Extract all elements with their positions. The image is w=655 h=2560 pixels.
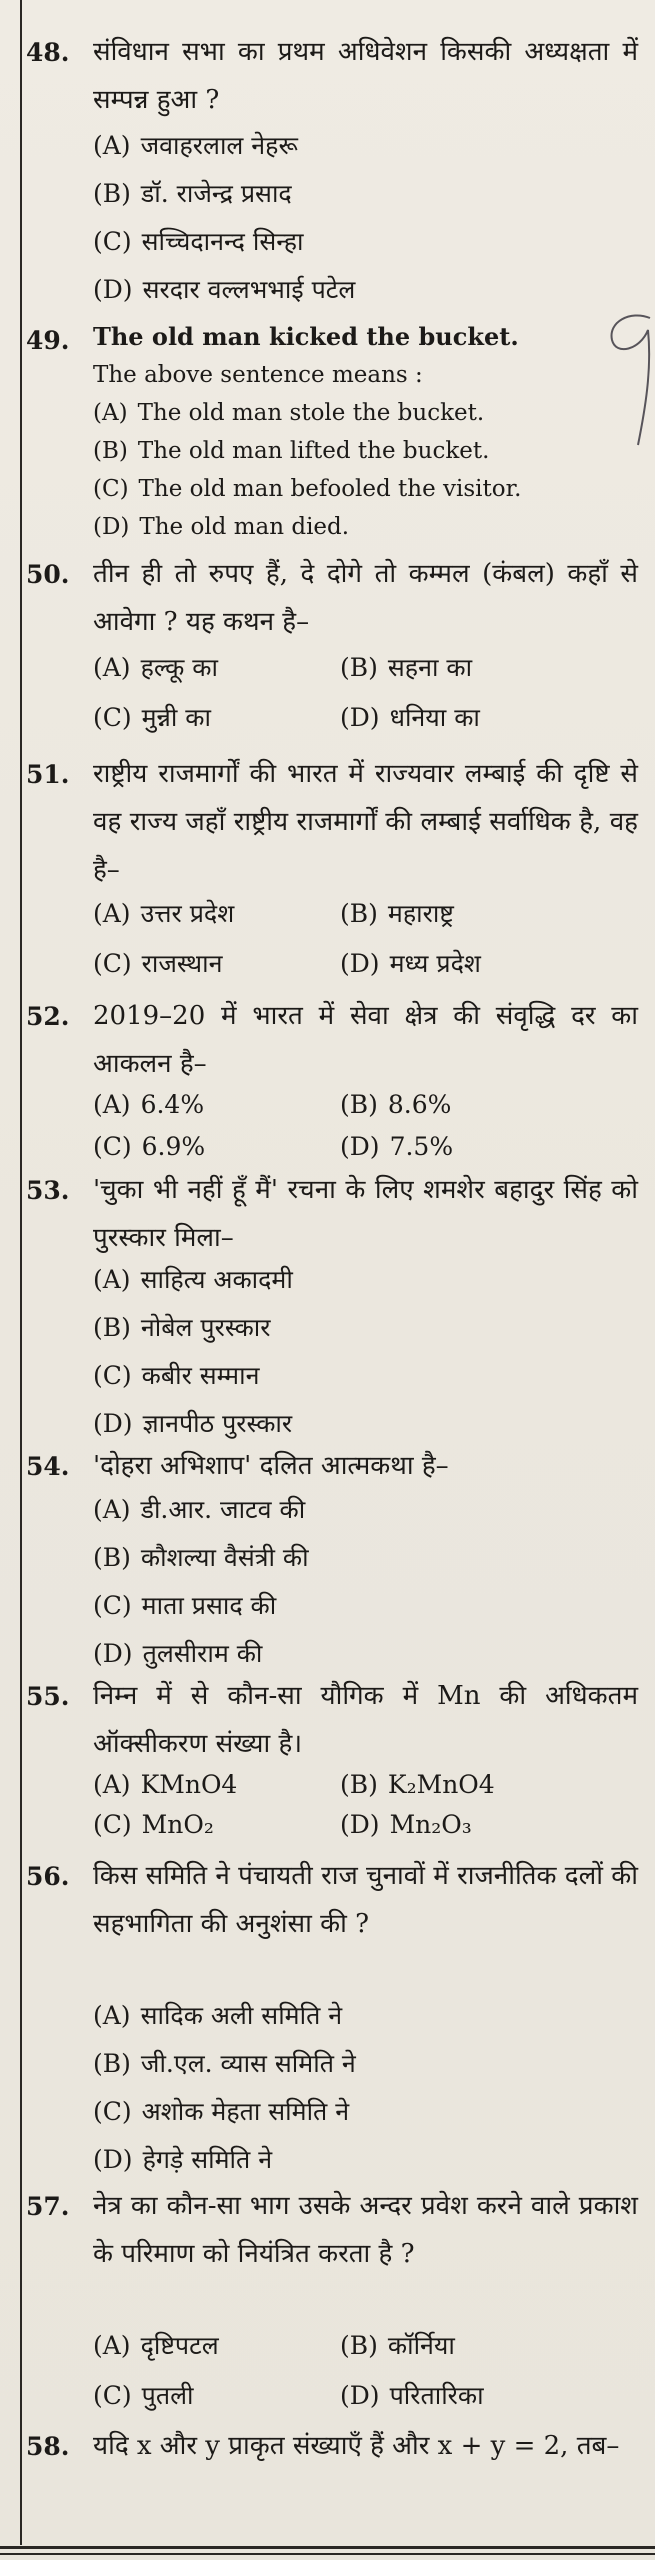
option-c: (C) MnO₂ <box>93 1810 214 1839</box>
option-d: (D) ज्ञानपीठ पुरस्कार <box>93 1409 293 1438</box>
question-number: 55. <box>26 1682 70 1711</box>
option-c: (C) राजस्थान <box>93 949 223 978</box>
question-stem: तीन ही तो रुपए हैं, दे दोगे तो कम्मल (कंबल) कहाँ से आवेगा ? यह कथन है– <box>93 559 638 637</box>
option-b: (B) K₂MnO4 <box>340 1770 495 1799</box>
question-stem: The old man kicked the bucket. <box>93 322 519 351</box>
option-d: (D) हेगड़े समिति ने <box>93 2145 273 2174</box>
option-b: (B) कौशल्या वैसंत्री की <box>93 1543 309 1572</box>
question-number: 50. <box>26 560 70 589</box>
question-number: 57. <box>26 2192 70 2221</box>
option-a: (A) हल्कू का <box>93 653 218 682</box>
option-a: (A) साहित्य अकादमी <box>93 1265 293 1294</box>
bottom-rule-secondary <box>0 2553 655 2555</box>
option-c: (C) कबीर सम्मान <box>93 1361 260 1390</box>
option-d: (D) परितारिका <box>340 2381 484 2410</box>
option-d: (D) मध्य प्रदेश <box>340 949 481 978</box>
option-b: (B) महाराष्ट्र <box>340 899 454 928</box>
bottom-rule <box>0 2546 655 2549</box>
option-d: (D) 7.5% <box>340 1132 454 1161</box>
option-b: (B) डॉ. राजेन्द्र प्रसाद <box>93 179 292 208</box>
option-b: (B) नोबेल पुरस्कार <box>93 1313 271 1342</box>
option-a: (A) जवाहरलाल नेहरू <box>93 131 298 160</box>
option-a: (A) दृष्टिपटल <box>93 2331 219 2360</box>
question-stem: 'चुका भी नहीं हूँ मैं' रचना के लिए शमशेर बहादुर सिंह को पुरस्कार मिला– <box>93 1175 638 1253</box>
option-c: (C) अशोक मेहता समिति ने <box>93 2097 350 2126</box>
option-b: (B) The old man lifted the bucket. <box>93 438 490 464</box>
question-stem: संविधान सभा का प्रथम अधिवेशन किसकी अध्यक्षता में सम्पन्न हुआ ? <box>93 37 638 115</box>
question-stem: 2019–20 में भारत में सेवा क्षेत्र की संवृद्धि दर का आकलन है– <box>93 1001 638 1079</box>
question-number: 51. <box>26 760 70 789</box>
question-stem: यदि x और y प्राकृत संख्याएँ हैं और x + y = 2, तब– <box>93 2431 620 2461</box>
option-a: (A) The old man stole the bucket. <box>93 400 485 426</box>
option-c: (C) The old man befooled the visitor. <box>93 476 522 502</box>
option-a: (A) 6.4% <box>93 1090 205 1119</box>
option-c: (C) माता प्रसाद की <box>93 1591 277 1620</box>
option-a: (A) सादिक अली समिति ने <box>93 2001 343 2030</box>
question-number: 52. <box>26 1002 70 1031</box>
option-a: (A) KMnO4 <box>93 1770 238 1799</box>
option-c: (C) 6.9% <box>93 1132 206 1161</box>
option-d: (D) Mn₂O₃ <box>340 1810 472 1839</box>
question-stem: राष्ट्रीय राजमार्गों की भारत में राज्यवार लम्बाई की दृष्टि से वह राज्य जहाँ राष्ट्रीय राजमार्गों की लम्बाई सर्वाधिक है, वह है– <box>93 759 638 885</box>
option-c: (C) पुतली <box>93 2381 194 2410</box>
option-a: (A) डी.आर. जाटव की <box>93 1495 306 1524</box>
question-stem: किस समिति ने पंचायती राज चुनावों में राजनीतिक दलों की सहभागिता की अनुशंसा की ? <box>93 1861 638 1939</box>
option-d: (D) सरदार वल्लभभाई पटेल <box>93 275 356 304</box>
option-d: (D) धनिया का <box>340 703 480 732</box>
option-d: (D) The old man died. <box>93 514 350 540</box>
option-d: (D) तुलसीराम की <box>93 1639 263 1668</box>
option-a: (A) उत्तर प्रदेश <box>93 899 235 928</box>
question-stem: नेत्र का कौन-सा भाग उसके अन्दर प्रवेश करने वाले प्रकाश के परिमाण को नियंत्रित करता है ? <box>93 2191 638 2269</box>
question-number: 49. <box>26 326 70 355</box>
option-c: (C) सच्चिदानन्द सिन्हा <box>93 227 304 256</box>
question-subtext: The above sentence means : <box>93 362 423 388</box>
left-margin-rule <box>20 0 22 2545</box>
option-b: (B) 8.6% <box>340 1090 452 1119</box>
question-stem: 'दोहरा अभिशाप' दलित आत्मकथा है– <box>93 1451 449 1481</box>
question-stem: निम्न में से कौन-सा यौगिक में Mn की अधिकतम ऑक्सीकरण संख्या है। <box>93 1681 638 1759</box>
question-number: 53. <box>26 1176 70 1205</box>
question-number: 48. <box>26 38 70 67</box>
question-number: 54. <box>26 1452 70 1481</box>
option-b: (B) कॉर्निया <box>340 2331 455 2360</box>
option-b: (B) सहना का <box>340 653 473 682</box>
option-b: (B) जी.एल. व्यास समिति ने <box>93 2049 356 2078</box>
question-number: 58. <box>26 2432 70 2461</box>
option-c: (C) मुन्नी का <box>93 703 211 732</box>
question-number: 56. <box>26 1862 70 1891</box>
